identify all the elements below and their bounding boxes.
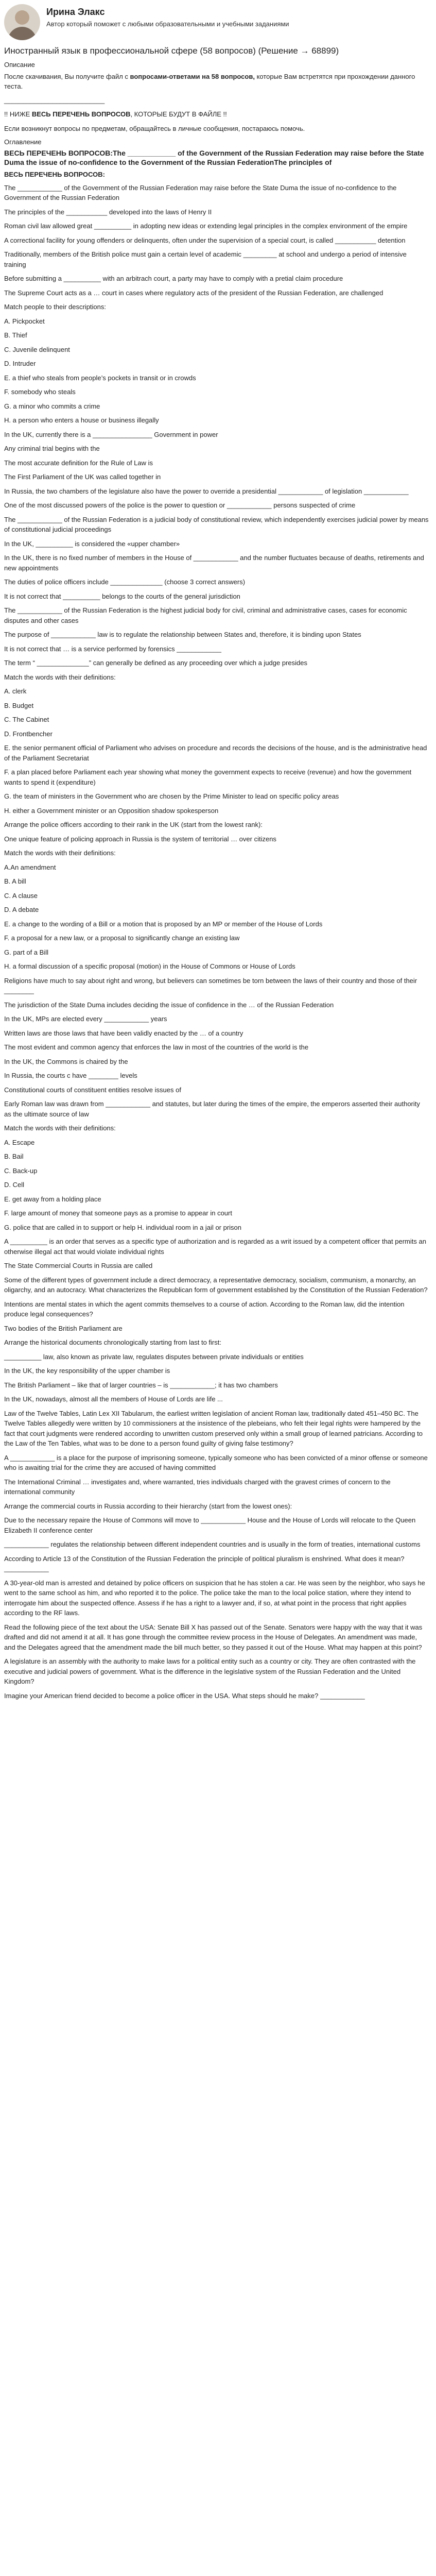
description-post: которые Вам встретятся при прохождении данного теста.	[4, 72, 415, 91]
question-item: Roman civil law allowed great __________ in adopting new ideas or extending legal principles in the complex environment of the empire	[4, 222, 408, 230]
question-item: Two bodies of the British Parliament are	[4, 1324, 123, 1332]
question-item: Early Roman law was drawn from ____________ and statutes, but later during the times of the empire, the emperors asserted their authority as the ultimate source of law	[4, 1100, 420, 1118]
question-item: One of the most discussed powers of the police is the power to question or ____________ persons suspected of crime	[4, 501, 356, 510]
separator: ___________________________	[4, 96, 105, 104]
question-item: B. Bail	[4, 1153, 24, 1161]
question-item: F. large amount of money that someone pays as a promise to appear in court	[4, 1209, 232, 1217]
question-item: A.An amendment	[4, 863, 56, 871]
question-item: Due to the necessary repaire the House of Commons will move to ____________ House and the House of Lords will relocate to the Queen Elizabeth II conference center	[4, 1516, 416, 1534]
notice-pre: !! НИЖЕ	[4, 110, 32, 118]
question-item: H. a person who enters a house or business illegally	[4, 416, 159, 425]
question-item: A ____________ is a place for the purpose of imprisoning someone, typically someone who has been convicted of a minor offense or someone who is awaiting trial for the crime they are accused of having committed	[4, 1453, 428, 1472]
question-item: In Russia, the courts c have ________ levels	[4, 1072, 137, 1080]
question-item: E. a change to the wording of a Bill or a motion that is proposed by an MP or member of the House of Lords	[4, 920, 323, 928]
question-item: Arrange the police officers according to their rank in the UK (start from the lowest rank):	[4, 821, 263, 829]
question-item: The principles of the ___________ developed into the laws of Henry II	[4, 208, 212, 216]
question-item: D. A debate	[4, 906, 39, 914]
question-item: In the UK, currently there is a ________________ Government in power	[4, 430, 218, 438]
question-item: The ____________ of the Russian Federation is the highest judicial body for civil, criminal and administrative cases, cases for economic disputes and other cases	[4, 606, 407, 624]
question-item: A. clerk	[4, 687, 27, 696]
question-item: In the UK, the key responsibility of the upper chamber is	[4, 1367, 170, 1375]
help-text: Если возникнут вопросы по предметам, обращайтесь в личные сообщения, постараюсь помочь.	[4, 124, 305, 132]
author-card	[4, 4, 429, 40]
question-item: The most evident and common agency that enforces the law in most of the countries of the world is the	[4, 1043, 309, 1052]
question-item: The First Parliament of the UK was called together in	[4, 473, 161, 481]
question-item: Arrange the historical documents chronologically starting from last to first:	[4, 1338, 221, 1347]
question-item: Any criminal trial begins with the	[4, 445, 100, 453]
question-item: It is not correct that … is a service performed by forensics ____________	[4, 645, 221, 653]
author-info	[46, 4, 289, 29]
question-item: C. A clause	[4, 891, 38, 900]
notice	[4, 109, 429, 120]
question-item: In the UK, there is no fixed number of members in the House of ____________ and the number fluctuates because of deaths, retirements and new appointments	[4, 554, 424, 572]
question-item: A 30-year-old man is arrested and detained by police officers on suspicion that he has stolen a car. He was seen by the neighbor, who says he went to the same school as him, and who reported it to the police. The police take the man to the local police station, where they intend to interrogate him about the suspected offence. Assess if he has a right to a lawyer and, if so, at what point in the process that right applies according to the RF laws.	[4, 1579, 425, 1617]
question-item: In Russia, the two chambers of the legislature also have the power to override a presidential ____________ of legislation ____________	[4, 487, 409, 495]
question-item: The most accurate definition for the Rule of Law is	[4, 459, 153, 467]
question-item: F. a plan placed before Parliament each year showing what money the government expects to receive (revenue) and how the government wants to spend it (expenditure)	[4, 768, 412, 786]
question-item: Constitutional courts of constituent entities resolve issues of	[4, 1086, 181, 1094]
question-item: Religions have much to say about right and wrong, but believers can sometimes be torn between the laws of their country and those of their ________	[4, 976, 417, 995]
question-item: Imagine your American friend decided to become a police officer in the USA. What steps should he make? ____________	[4, 1691, 365, 1700]
question-item: Match the words with their definitions:	[4, 1124, 116, 1132]
question-item: The duties of police officers include ______________ (choose 3 correct answers)	[4, 578, 246, 586]
question-item: In the UK, __________ is considered the «upper chamber»	[4, 539, 180, 548]
question-item: B. A bill	[4, 877, 26, 886]
question-item: C. Juvenile delinquent	[4, 345, 70, 353]
notice-bold: ВЕСЬ ПЕРЕЧЕНЬ ВОПРОСОВ	[31, 110, 131, 118]
question-item: Written laws are those laws that have been validly enacted by the … of a country	[4, 1029, 243, 1037]
question-item: The jurisdiction of the State Duma includes deciding the issue of confidence in the … of the Russian Federation	[4, 1001, 334, 1009]
notice-post: , КОТОРЫЕ БУДУТ В ФАЙЛЕ !!	[130, 110, 227, 118]
question-item: The term “ ______________” can generally be defined as any proceeding over which a judge presides	[4, 659, 307, 667]
question-item: The ____________ of the Russian Federation is a judicial body of constitutional review, which independently exercises judicial power by means of constitutional judicial proceedings	[4, 515, 429, 534]
toc-title[interactable]: ВЕСЬ ПЕРЕЧЕНЬ ВОПРОСОВ:The ____________ of the Government of the Russian Federation may raise before the State Duma the issue of no-confidence to the Government of the Russian FederationThe principles of	[4, 148, 424, 167]
question-item: F. somebody who steals	[4, 388, 76, 396]
author-name[interactable]: Ирина Элакс	[46, 7, 105, 17]
question-item: ____________ regulates the relationship between different independent countries and is usually in the form of treaties, international customs	[4, 1540, 421, 1549]
question-item: The purpose of ____________ law is to regulate the relationship between States and, therefore, it is binding upon States	[4, 631, 361, 639]
question-item: A correctional facility for young offenders or delinquents, often under the supervision of a special court, is called ___________ detention	[4, 236, 406, 244]
question-item: A legislature is an assembly with the authority to make laws for a political entity such as a country or city. They are often contrasted with the executive and judicial powers of government. What is the difference in the legislative system of the Russian Federation and the United Kingdom?	[4, 1657, 416, 1686]
question-item: The ____________ of the Government of the Russian Federation may raise before the State Duma the issue of no-confidence to the Government of the Russian Federation	[4, 183, 397, 202]
question-item: B. Budget	[4, 701, 34, 709]
question-item: C. The Cabinet	[4, 716, 49, 724]
description-pre: После скачивания, Вы получите файл с	[4, 72, 130, 80]
page-title: Иностранный язык в профессиональной сфере (58 вопросов) (Решение → 68899)	[4, 46, 339, 56]
question-item: D. Intruder	[4, 360, 36, 368]
question-item: According to Article 13 of the Constitution of the Russian Federation the principle of political pluralism is enshrined. What does it mean? ____________	[4, 1554, 405, 1573]
question-item: Match the words with their definitions:	[4, 849, 116, 857]
question-item: Read the following piece of the text about the USA: Senate Bill X has passed out of the Senate. Senators were happy with the way that it was drafted and did not amend it at all. It has gone through the committee review process in the House of Delegates. An amendment was made, and the Delegates agreed that the amendment made the bill much better, so they passed it out of the House. What may happen at this point?	[4, 1623, 423, 1651]
question-item: E. a thief who steals from people’s pockets in transit or in crowds	[4, 374, 196, 382]
question-item: H. a formal discussion of a specific proposal (motion) in the House of Commons or House of Lords	[4, 962, 295, 971]
question-item: Arrange the commercial courts in Russia according to their hierarchy (start from the lowest ones):	[4, 1502, 292, 1510]
author-avatar[interactable]	[4, 4, 40, 40]
question-item: Some of the different types of government include a direct democracy, a representative democracy, socialism, communism, a monarchy, an oligarchy, and an autocracy. What characterizes the Republican form of government established by the Constitution of the Russian Federation?	[4, 1276, 428, 1294]
question-item: Match the words with their definitions:	[4, 673, 116, 681]
question-item: G. police that are called in to support or help H. individual room in a jail or prison	[4, 1223, 242, 1231]
question-item: G. a minor who commits a crime	[4, 402, 100, 410]
author-description: Автор который поможет с любыми образовательными и учебными заданиями	[46, 20, 289, 28]
toc-label: Оглавление	[4, 138, 42, 146]
question-item: The Supreme Court acts as a … court in cases where regulatory acts of the president of the Russian Federation, are challenged	[4, 289, 383, 297]
question-item: D. Cell	[4, 1181, 25, 1189]
question-item: It is not correct that __________ belongs to the courts of the general jurisdiction	[4, 592, 240, 600]
question-item: G. part of a Bill	[4, 948, 48, 956]
question-item: Before submitting a __________ with an arbitrach court, a party may have to comply with a pretial claim procedure	[4, 275, 343, 283]
description-label: Описание	[4, 61, 35, 69]
question-item: Law of the Twelve Tables, Latin Lex XII Tabularum, the earliest written legislation of ancient Roman law, traditionally dated 451–450 BC. The Twelve Tables allegedly were written by 10 commissioners at the insistence of the plebeians, who felt their legal rights were hampered by the fact that court judgments were rendered according to unwritten custom preserved only within a small group of learned patricians. According to the Law of the Ten Tables, what was to be done to a person found guilty of giving false testimony?	[4, 1409, 423, 1448]
question-item: Intentions are mental states in which the agent commits themselves to a course of action. According to the Roman law, did the intention produce legal consequences?	[4, 1300, 405, 1318]
question-item: In the UK, MPs are elected every ____________ years	[4, 1015, 167, 1023]
question-item: In the UK, the Commons is chaired by the	[4, 1057, 128, 1065]
question-item: C. Back-up	[4, 1166, 38, 1175]
question-list	[4, 183, 429, 1701]
question-item: Match people to their descriptions:	[4, 303, 106, 311]
question-item: G. the team of ministers in the Government who are chosen by the Prime Minister to lead on specific policy areas	[4, 792, 339, 801]
question-item: A __________ is an order that serves as a specific type of authorization and is regarded as a writ issued by a competent officer that permits an otherwise illegal act that would violate individual rights	[4, 1238, 426, 1256]
question-item: D. Frontbencher	[4, 730, 53, 738]
description-bold: вопросами-ответами на 58 вопросов,	[130, 72, 255, 80]
question-item: E. the senior permanent official of Parliament who advises on procedure and records the decisions of the house, and is the administrative head of the Parliament Secretariat	[4, 744, 427, 762]
description-text	[4, 72, 429, 92]
question-item: Traditionally, members of the British police must gain a certain level of academic _________ at school and undergo a period of intensive training	[4, 250, 407, 268]
question-item: __________ law, also known as private law, regulates disputes between private individuals or entities	[4, 1352, 304, 1361]
question-item: In the UK, nowadays, almost all the members of House of Lords are life ...	[4, 1395, 223, 1403]
question-item: A. Pickpocket	[4, 317, 45, 325]
question-item: One unique feature of policing approach in Russia is the system of territorial … over citizens	[4, 835, 276, 843]
question-item: A. Escape	[4, 1138, 35, 1146]
question-item: The British Parliament – like that of larger countries – is ____________; it has two chambers	[4, 1381, 278, 1389]
question-item: F. a proposal for a new law, or a proposal to significantly change an existing law	[4, 934, 240, 942]
questions-heading: ВЕСЬ ПЕРЕЧЕНЬ ВОПРОСОВ:	[4, 171, 105, 179]
question-item: H. either a Government minister or an Opposition shadow spokesperson	[4, 806, 219, 815]
question-item: The International Criminal … investigates and, where warranted, tries individuals charged with the gravest crimes of concern to the international community	[4, 1478, 391, 1496]
question-item: E. get away from a holding place	[4, 1195, 101, 1203]
question-item: B. Thief	[4, 331, 27, 340]
question-item: The State Commercial Courts in Russia are called	[4, 1262, 153, 1270]
